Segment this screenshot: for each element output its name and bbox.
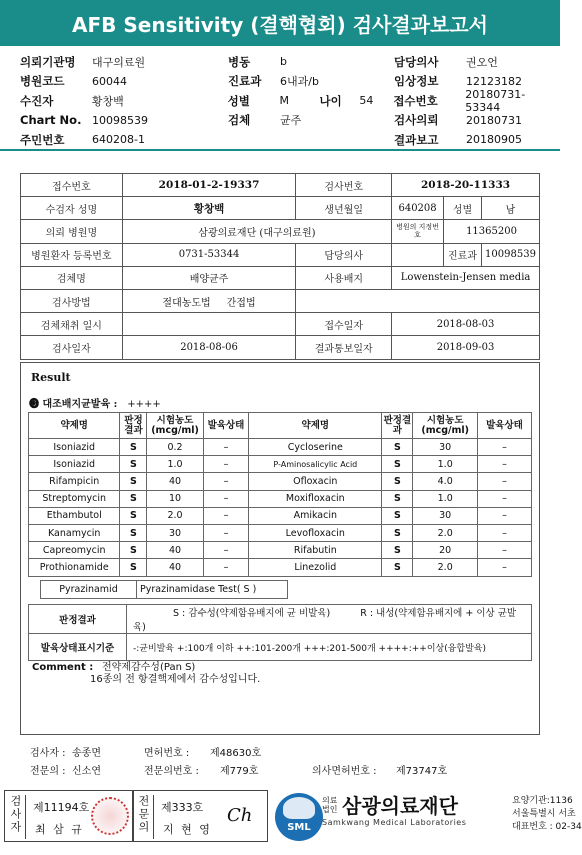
- comment-label: Comment :: [32, 662, 94, 673]
- header-value: 황창백: [91, 94, 124, 108]
- hosp-reg-no: 0731-53344: [122, 243, 296, 266]
- drug-name: P-Aminosalicylic Acid: [249, 456, 382, 473]
- header-key: 접수번호: [393, 93, 438, 108]
- report-date: 2018-09-03: [392, 336, 540, 359]
- header-value: b: [280, 55, 287, 69]
- growth-status: –: [203, 439, 249, 456]
- header-key: 병동: [228, 54, 251, 69]
- growth-status: –: [477, 559, 531, 576]
- drug-result: S: [382, 507, 413, 524]
- drug-result: S: [120, 439, 147, 456]
- staff-label: 검사자 :: [30, 747, 66, 759]
- comment-text: [90, 662, 261, 686]
- sml-logo-icon: [275, 793, 323, 841]
- legend-s: S : 감수성(약제함유배지에 균 비발육): [173, 608, 331, 619]
- drug-concentration: 1.0: [413, 456, 477, 473]
- doctor-name: [392, 243, 444, 266]
- drug-name: Amikacin: [249, 507, 382, 524]
- growth-status: –: [477, 456, 531, 473]
- cell-label: 성별: [444, 197, 482, 220]
- drug-result: S: [382, 524, 413, 541]
- test-date: 2018-08-06: [122, 336, 296, 359]
- cell-label: 접수번호: [21, 174, 123, 197]
- staff-label: 의사면허번호 :: [312, 765, 377, 777]
- growth-status: –: [477, 524, 531, 541]
- drug-result: S: [382, 456, 413, 473]
- collect-date: [122, 313, 296, 336]
- signature: Ch: [227, 805, 253, 826]
- header-key: 수진자: [20, 93, 54, 108]
- control-growth-label: ❸ 대조배지균발육 :: [29, 399, 118, 410]
- cell-label: 사용배지: [296, 266, 392, 289]
- growth-status: –: [203, 559, 249, 576]
- drug-result: S: [382, 559, 413, 576]
- header-key: Chart No.: [20, 113, 82, 128]
- specimen: 배양균주: [122, 266, 296, 289]
- doctor-license: 제73747호: [396, 765, 448, 777]
- drug-row: [29, 490, 532, 507]
- header-key: 진료과: [228, 74, 262, 89]
- growth-status: –: [203, 456, 249, 473]
- drug-concentration: 20: [413, 542, 477, 559]
- tester-box-no: 제11194호: [33, 801, 90, 814]
- control-growth: [29, 395, 161, 410]
- media: Lowenstein-Jensen media: [392, 266, 540, 289]
- receipt-date: 2018-08-03: [392, 313, 540, 336]
- cell-label: 수검자 성명: [21, 197, 123, 220]
- drug-row: [29, 473, 532, 490]
- cell-label: 검사번호: [296, 174, 392, 197]
- comment-line-1: 전약제감수성(Pan S): [102, 662, 196, 673]
- drug-result: S: [120, 456, 147, 473]
- drug-result: S: [120, 473, 147, 490]
- growth-text: -:균비발육 +:100개 이하 ++:101-200개 +++:201-500개 ++++:++이상(융합발육): [127, 634, 532, 661]
- col-header: 약제명: [249, 413, 382, 439]
- growth-status: –: [203, 524, 249, 541]
- drug-concentration: 0.2: [147, 439, 203, 456]
- cell-label: 병원의 지정번호: [392, 220, 444, 243]
- specialist-box: [132, 790, 268, 842]
- drug-name: Linezolid: [249, 559, 382, 576]
- cell-label: 검체명: [21, 266, 123, 289]
- header-value: 12123182: [466, 74, 522, 88]
- staff-label: 전문의 :: [30, 765, 66, 777]
- legend-table: [28, 604, 532, 661]
- header-key: 성별: [227, 93, 250, 108]
- hospital-code: 11365200: [444, 220, 540, 243]
- cell-label: 접수일자: [296, 313, 392, 336]
- growth-status: –: [477, 439, 531, 456]
- drug-result: S: [382, 490, 413, 507]
- drug-concentration: 2.0: [147, 507, 203, 524]
- method: [122, 289, 296, 312]
- col-header: 판정결과: [382, 413, 413, 439]
- header-key: 의뢰기관명: [20, 54, 76, 69]
- staff-label: 면허번호 :: [144, 747, 190, 759]
- specialist-name: 신소연: [72, 765, 101, 777]
- logo-text: SML: [287, 822, 311, 833]
- header-value: M: [279, 94, 290, 108]
- staff-label: 전문의번호 :: [144, 765, 199, 777]
- growth-status: –: [477, 473, 531, 490]
- header-value: 20180731: [466, 113, 522, 127]
- col-header: 시험농도 (mcg/ml): [147, 413, 203, 439]
- drug-result: S: [382, 473, 413, 490]
- sex: 남: [481, 197, 539, 220]
- drug-concentration: 2.0: [413, 559, 477, 576]
- report-title: AFB Sensitivity (결핵협회) 검사결과보고서: [0, 0, 560, 46]
- drug-name: Ofloxacin: [249, 473, 382, 490]
- header-key: 검체: [228, 113, 251, 128]
- drug-name: Streptomycin: [29, 490, 120, 507]
- header-value: 60044: [92, 74, 127, 88]
- cell-label: 병원환자 등록번호: [21, 243, 123, 266]
- drug-concentration: 30: [147, 524, 203, 541]
- patient-info-table: [20, 173, 540, 360]
- cell-label: 검사일자: [21, 336, 123, 359]
- drug-name: Prothionamide: [29, 559, 120, 576]
- pza-label: Pyrazinamid: [41, 581, 137, 599]
- header-block: [20, 52, 560, 148]
- growth-status: –: [203, 507, 249, 524]
- drug-name: Rifabutin: [249, 542, 382, 559]
- drug-result: S: [382, 542, 413, 559]
- drug-name: Cycloserine: [249, 439, 382, 456]
- drug-concentration: 1.0: [413, 490, 477, 507]
- drug-concentration: 40: [147, 542, 203, 559]
- cell-label: 담당의사: [296, 243, 392, 266]
- growth-status: –: [203, 542, 249, 559]
- legend-text: [127, 605, 532, 634]
- drug-concentration: 1.0: [147, 456, 203, 473]
- result-title: Result: [31, 371, 71, 384]
- tester-box-label: 검사자: [7, 795, 26, 839]
- tester-box: [4, 790, 134, 842]
- drug-name: Levofloxacin: [249, 524, 382, 541]
- header-key: 임상정보: [394, 74, 439, 89]
- drug-name: Rifampicin: [29, 473, 120, 490]
- drug-name: Ethambutol: [29, 507, 120, 524]
- col-header: 시험농도 (mcg/ml): [413, 413, 477, 439]
- tester-name: 송종면: [72, 747, 101, 759]
- tester-box-name: 최 삼 규: [35, 823, 84, 836]
- growth-status: –: [203, 473, 249, 490]
- dob: 640208: [392, 197, 444, 220]
- test-no: 2018-20-11333: [392, 174, 540, 197]
- seal-stamp: [91, 797, 129, 835]
- header-key: 결과보고: [394, 132, 439, 147]
- drug-name: Kanamycin: [29, 524, 120, 541]
- drug-concentration: 10: [147, 490, 203, 507]
- header-value: 20180905: [466, 133, 522, 147]
- growth-status: –: [477, 490, 531, 507]
- comment-block: [32, 662, 260, 686]
- header-divider: [0, 149, 560, 151]
- drug-name: Isoniazid: [29, 456, 120, 473]
- col-header: 약제명: [29, 413, 120, 439]
- org-english: Samkwang Medical Laboratories: [322, 818, 467, 827]
- cell-label: 검체채취 일시: [21, 313, 123, 336]
- drug-concentration: 40: [147, 559, 203, 576]
- drug-concentration: 30: [413, 439, 477, 456]
- drug-table: [28, 412, 532, 577]
- header-key: 검사의뢰: [394, 113, 439, 128]
- drug-result: S: [382, 439, 413, 456]
- header-value: 대구의료원: [92, 55, 146, 69]
- hospital-name: 삼광의료재단 (대구의료원): [122, 220, 391, 243]
- cell-label: 진료과: [444, 243, 482, 266]
- org-name: 삼광의료재단: [342, 794, 458, 818]
- header-value: 54: [359, 94, 374, 108]
- specialist-no: 제779호: [220, 765, 259, 777]
- cell-label: 생년월일: [296, 197, 392, 220]
- header-value: 640208-1: [92, 133, 145, 147]
- drug-result: S: [120, 542, 147, 559]
- drug-row: [29, 542, 532, 559]
- header-value: 10098539: [92, 113, 148, 127]
- growth-status: –: [477, 542, 531, 559]
- staff-block: [30, 742, 550, 778]
- patient-name: 황창백: [122, 197, 296, 220]
- org-prefix: 의료법인: [322, 796, 338, 814]
- pza-value: Pyrazinamidase Test( S ): [137, 581, 288, 599]
- drug-result: S: [120, 559, 147, 576]
- drug-concentration: 2.0: [413, 524, 477, 541]
- drug-result: S: [120, 490, 147, 507]
- pyrazinamid-table: [40, 580, 288, 599]
- specialist-box-label: 전문의: [135, 795, 154, 839]
- drug-row: [29, 559, 532, 576]
- control-growth-value: ++++: [127, 399, 161, 410]
- header-value: 권오언: [466, 55, 498, 69]
- drug-name: Isoniazid: [29, 439, 120, 456]
- col-header: 발육상태: [203, 413, 249, 439]
- header-key: 병원코드: [20, 74, 65, 89]
- method-2: 간접법: [226, 297, 256, 309]
- header-value: 균주: [280, 114, 302, 128]
- growth-status: –: [477, 507, 531, 524]
- clinic: 10098539: [481, 243, 539, 266]
- drug-row: [29, 524, 532, 541]
- comment-line-2: 16종의 전 항결핵제에서 감수성입니다.: [90, 674, 261, 685]
- drug-row: [29, 456, 532, 473]
- drug-row: [29, 507, 532, 524]
- cell-label: 검사방법: [21, 289, 123, 312]
- drug-concentration: 40: [147, 473, 203, 490]
- drug-row: [29, 439, 532, 456]
- org-address: 서울특별시 서초: [512, 809, 576, 819]
- header-value: 6내과/b: [280, 75, 319, 89]
- org-phone: 대표번호 : 02-34: [512, 822, 582, 832]
- org-contact: [512, 795, 582, 834]
- growth-status: –: [203, 490, 249, 507]
- method-1: 절대농도법: [162, 297, 211, 309]
- drug-name: Moxifloxacin: [249, 490, 382, 507]
- reg-no: 2018-01-2-19337: [122, 174, 296, 197]
- header-value: 20180731-53344: [465, 87, 526, 114]
- drug-name: Capreomycin: [29, 542, 120, 559]
- growth-label: 발육상태표시기준: [29, 634, 127, 661]
- drug-concentration: 30: [413, 507, 477, 524]
- drug-result: S: [120, 524, 147, 541]
- tester-license: 제48630호: [210, 747, 262, 759]
- col-header: 발육상태: [477, 413, 531, 439]
- drug-concentration: 4.0: [413, 473, 477, 490]
- header-key: 주민번호: [20, 132, 65, 147]
- cell-label: 결과통보일자: [296, 336, 392, 359]
- drug-result: S: [120, 507, 147, 524]
- cell-label: 의뢰 병원명: [21, 220, 123, 243]
- legend-label: 판정결과: [29, 605, 127, 634]
- legend-r: R : 내성(약제함유배지에 + 이상 균발육): [133, 608, 517, 633]
- care-org-no: 요양기관:1136: [512, 796, 573, 806]
- specialist-box-no: 제333호: [161, 801, 204, 814]
- specialist-box-name: 지 현 영: [163, 823, 212, 836]
- header-key: 담당의사: [394, 54, 439, 69]
- header-key: 나이: [319, 93, 342, 108]
- empty-cell: [296, 289, 540, 312]
- col-header: 판정결과: [120, 413, 147, 439]
